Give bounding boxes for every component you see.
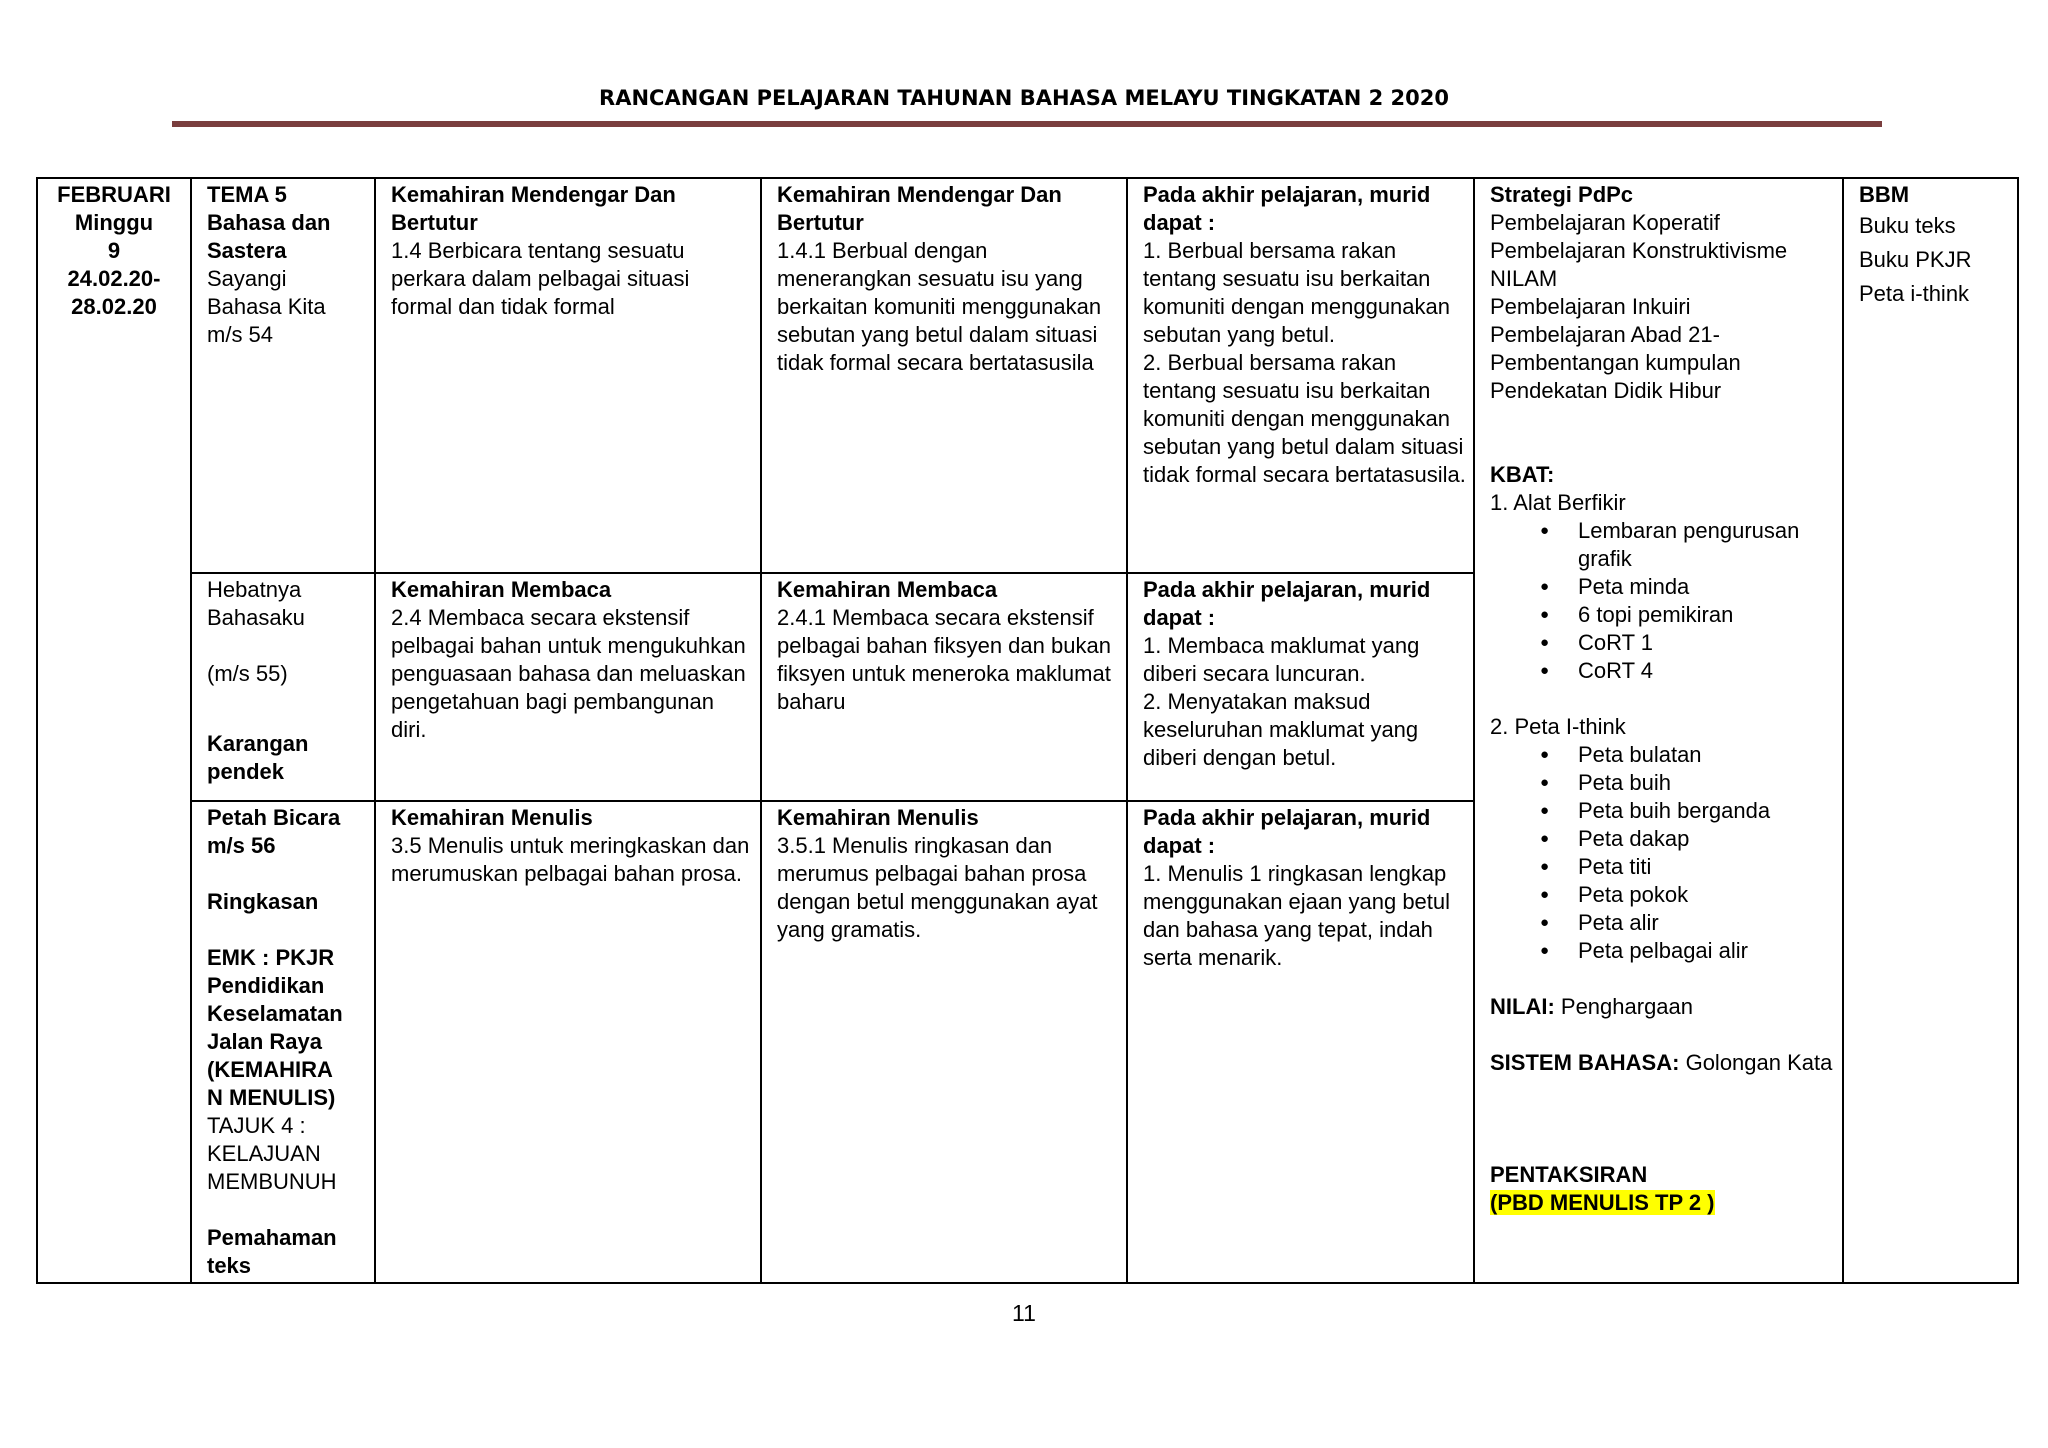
emk-line: EMK : PKJR bbox=[207, 945, 335, 970]
list-item: ● Peta buih bbox=[1540, 769, 1836, 797]
emk-line: Keselamatan bbox=[207, 1001, 343, 1026]
topic-cell bbox=[191, 573, 375, 801]
emk-line: Pendidikan bbox=[207, 973, 325, 998]
strategy-item: Pembelajaran Konstruktivisme bbox=[1490, 238, 1788, 263]
objective-heading: Pada akhir pelajaran, murid dapat : bbox=[1143, 182, 1431, 235]
objective-item: 2. Berbual bersama rakan tentang sesuatu isu berkaitan komuniti dengan menggunakan sebutan yang betul dalam situasi tidak formal secara bertatasusila. bbox=[1143, 350, 1466, 487]
topic-cell bbox=[191, 801, 375, 1283]
list-item: ● CoRT 4 bbox=[1540, 657, 1836, 685]
skill-heading: Kemahiran Membaca bbox=[777, 577, 998, 602]
title-line: KELAJUAN bbox=[207, 1141, 321, 1166]
title-line: MEMBUNUH bbox=[207, 1169, 337, 1194]
grammar-line bbox=[1490, 1049, 1836, 1077]
strategy-heading: Strategi PdPc bbox=[1490, 182, 1634, 207]
skill-heading: Kemahiran Menulis bbox=[391, 805, 593, 830]
objective-heading: Pada akhir pelajaran, murid dapat : bbox=[1143, 805, 1431, 858]
week-cell bbox=[37, 178, 191, 1283]
strategy-item: Pembelajaran Inkuiri bbox=[1490, 294, 1691, 319]
learning-text: 1.4.1 Berbual dengan menerangkan sesuatu isu yang berkaitan komuniti menggunakan sebutan yang betul dalam situasi tidak formal secara bertatasusila bbox=[777, 238, 1102, 375]
assessment-line: teks bbox=[207, 1253, 252, 1278]
strategy-item: NILAM bbox=[1490, 266, 1558, 291]
strategy-cell bbox=[1474, 178, 1843, 1283]
strategy-item: Pembelajaran Abad 21- Pembentangan kumpulan bbox=[1490, 322, 1741, 375]
list-item: ● Lembaran pengurusan grafik bbox=[1540, 517, 1836, 573]
kbat-group-label: 2. Peta I-think bbox=[1490, 714, 1626, 739]
assessment-highlight: (PBD MENULIS TP 2 ) bbox=[1490, 1190, 1715, 1215]
objective-item: 1. Berbual bersama rakan tentang sesuatu isu berkaitan komuniti dengan menggunakan sebutan yang betul. bbox=[1143, 238, 1451, 347]
objective-item: 1. Menulis 1 ringkasan lengkap menggunakan ejaan yang betul dan bahasa yang tepat, indah serta menarik. bbox=[1143, 861, 1451, 970]
assessment-label: PENTAKSIRAN bbox=[1490, 1162, 1648, 1187]
values-text: Penghargaan bbox=[1560, 994, 1694, 1019]
page-number: 11 bbox=[1012, 1300, 1036, 1326]
emk-line: (KEMAHIRA bbox=[207, 1057, 333, 1082]
unit-title-line: Sayangi bbox=[207, 266, 287, 291]
document-title: RANCANGAN PELAJARAN TAHUNAN BAHASA MELAYU TINGKATAN 2 2020 bbox=[599, 86, 1449, 110]
list-item: ● Peta pokok bbox=[1540, 881, 1836, 909]
week-label: Minggu bbox=[74, 210, 154, 235]
list-item: ● Peta buih berganda bbox=[1540, 797, 1836, 825]
week-number: 9 bbox=[107, 238, 121, 263]
title-divider bbox=[172, 121, 1882, 127]
materials-cell bbox=[1843, 178, 2018, 1283]
unit-title-line: Petah Bicara bbox=[207, 805, 341, 830]
standard-text: 1.4 Berbicara tentang sesuatu perkara dalam pelbagai situasi formal dan tidak formal bbox=[391, 238, 690, 319]
objective-cell bbox=[1127, 573, 1474, 801]
objective-cell bbox=[1127, 801, 1474, 1283]
date-end: 28.02.20 bbox=[71, 294, 157, 319]
title-line: TAJUK 4 : bbox=[207, 1113, 306, 1138]
grammar-text: Golongan Kata bbox=[1685, 1050, 1833, 1075]
list-item: ● Peta pelbagai alir bbox=[1540, 937, 1836, 965]
page-reference: m/s 54 bbox=[207, 322, 274, 347]
learning-text: 2.4.1 Membaca secara ekstensif pelbagai bahan fiksyen dan bukan fiksyen untuk meneroka maklumat baharu bbox=[777, 605, 1111, 714]
list-item: ● Peta titi bbox=[1540, 853, 1836, 881]
emk-line: Jalan Raya bbox=[207, 1029, 322, 1054]
skill-heading: Kemahiran Membaca bbox=[391, 577, 612, 602]
date-start: 24.02.20- bbox=[67, 266, 161, 291]
list-item: ● Peta bulatan bbox=[1540, 741, 1836, 769]
theme-label: TEMA 5 bbox=[207, 182, 287, 207]
unit-title-line: Hebatnya bbox=[207, 577, 302, 602]
page-reference: (m/s 55) bbox=[207, 661, 288, 686]
unit-title-line: Bahasa Kita bbox=[207, 294, 326, 319]
learning-standard-cell bbox=[761, 801, 1127, 1283]
kbat-group-label: 1. Alat Berfikir bbox=[1490, 490, 1626, 515]
page-reference: m/s 56 bbox=[207, 833, 276, 858]
table-row bbox=[37, 178, 2018, 573]
month-label: FEBRUARI bbox=[57, 182, 171, 207]
grammar-label: SISTEM BAHASA: bbox=[1490, 1050, 1680, 1075]
theme-name-line: Sastera bbox=[207, 238, 287, 263]
content-standard-cell bbox=[375, 573, 761, 801]
skill-heading: Kemahiran Mendengar Dan Bertutur bbox=[777, 182, 1062, 235]
ithink-maps-list bbox=[1490, 741, 1836, 965]
standard-text: 3.5 Menulis untuk meringkaskan dan merumuskan pelbagai bahan prosa. bbox=[391, 833, 750, 886]
kbat-heading: KBAT: bbox=[1490, 462, 1555, 487]
theme-name-line: Bahasa dan bbox=[207, 210, 331, 235]
list-item: ● Peta alir bbox=[1540, 909, 1836, 937]
material-item: Buku PKJR bbox=[1859, 247, 1972, 272]
assessment-line: Pemahaman bbox=[207, 1225, 337, 1250]
material-item: Buku teks bbox=[1859, 213, 1956, 238]
strategy-item: Pembelajaran Koperatif bbox=[1490, 210, 1720, 235]
standard-text: 2.4 Membaca secara ekstensif pelbagai bahan untuk mengukuhkan penguasaan bahasa dan meluaskan pengetahuan bagi pembangunan diri. bbox=[391, 605, 746, 742]
topic-cell bbox=[191, 178, 375, 573]
values-line bbox=[1490, 993, 1836, 1021]
objective-cell bbox=[1127, 178, 1474, 573]
lesson-plan-table bbox=[36, 177, 2019, 1284]
list-item: ● CoRT 1 bbox=[1540, 629, 1836, 657]
list-item: ● 6 topi pemikiran bbox=[1540, 601, 1836, 629]
objective-heading: Pada akhir pelajaran, murid dapat : bbox=[1143, 577, 1431, 630]
learning-standard-cell bbox=[761, 178, 1127, 573]
content-standard-cell bbox=[375, 178, 761, 573]
strategy-item: Pendekatan Didik Hibur bbox=[1490, 378, 1722, 403]
objective-item: 1. Membaca maklumat yang diberi secara luncuran. bbox=[1143, 633, 1420, 686]
focus-label: Ringkasan bbox=[207, 889, 319, 914]
skill-heading: Kemahiran Mendengar Dan Bertutur bbox=[391, 182, 676, 235]
list-item: ● Peta minda bbox=[1540, 573, 1836, 601]
material-item: Peta i-think bbox=[1859, 281, 1970, 306]
unit-title-line: Bahasaku bbox=[207, 605, 305, 630]
focus-label: Karangan pendek bbox=[207, 731, 309, 784]
emk-line: N MENULIS) bbox=[207, 1085, 336, 1110]
objective-item: 2. Menyatakan maksud keseluruhan maklumat yang diberi dengan betul. bbox=[1143, 689, 1419, 770]
content-standard-cell bbox=[375, 801, 761, 1283]
skill-heading: Kemahiran Menulis bbox=[777, 805, 979, 830]
learning-text: 3.5.1 Menulis ringkasan dan merumus pelbagai bahan prosa dengan betul menggunakan ayat yang gramatis. bbox=[777, 833, 1098, 942]
values-label: NILAI: bbox=[1490, 994, 1555, 1019]
list-item: ● Peta dakap bbox=[1540, 825, 1836, 853]
learning-standard-cell bbox=[761, 573, 1127, 801]
materials-heading: BBM bbox=[1859, 182, 1910, 207]
thinking-tools-list bbox=[1490, 517, 1836, 685]
